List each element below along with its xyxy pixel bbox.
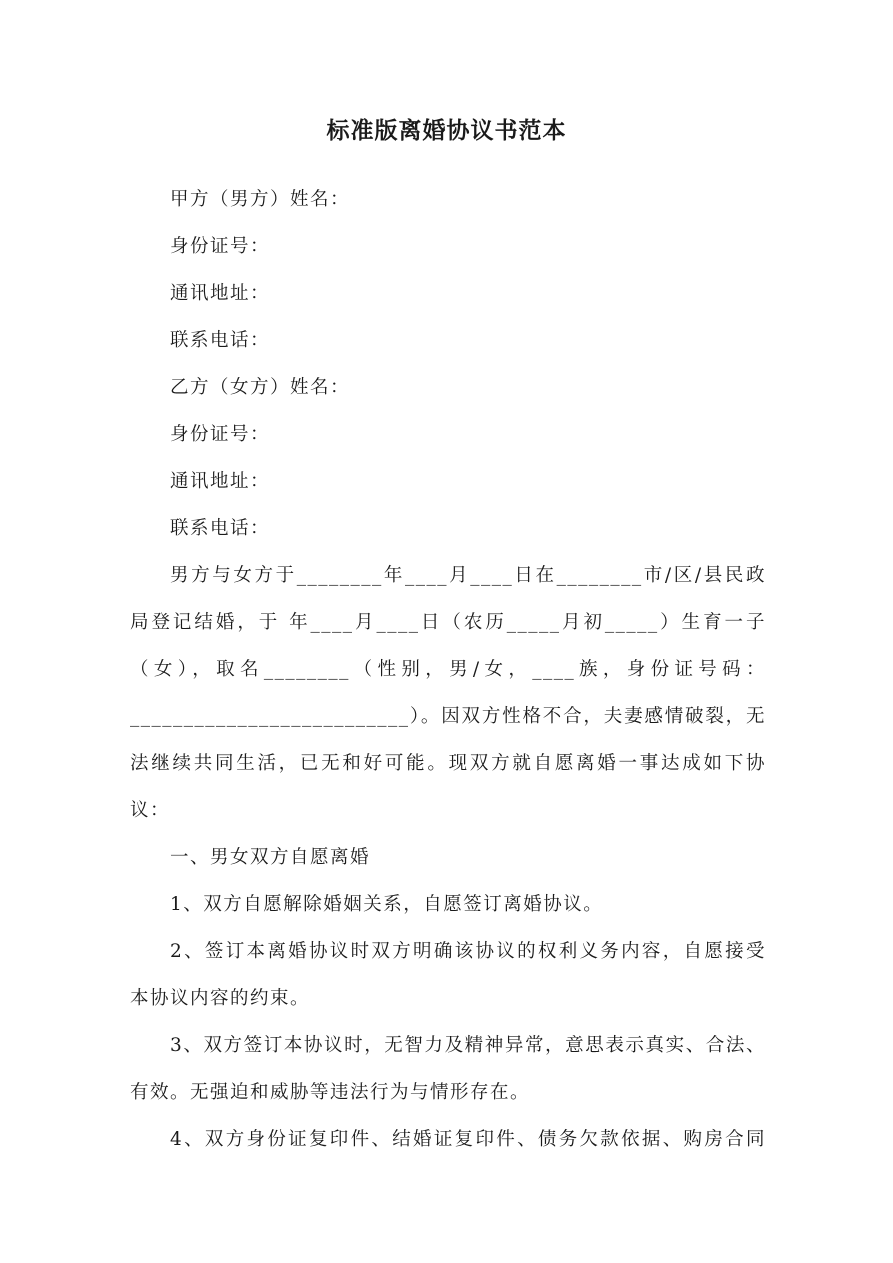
party-b-id-label: 身份证号： — [170, 424, 271, 445]
section-1-item-3: 3、双方签订本协议时，无智力及精神异常，意思表示真实、合法、 — [170, 1035, 766, 1056]
section-1-heading: 一、男女双方自愿离婚 — [170, 847, 371, 868]
party-b-phone-label: 联系电话： — [170, 518, 271, 539]
section-1-item-1: 1、双方自愿解除婚姻关系，自愿签订离婚协议。 — [170, 894, 604, 915]
intro-line: 议： — [130, 800, 171, 821]
section-1-item-4: 4、双方身份证复印件、结婚证复印件、债务欠款依据、购房合同 — [170, 1129, 766, 1150]
intro-line: 法继续共同生活，已无和好可能。现双方就自愿离婚一事达成如下协 — [130, 753, 766, 774]
document-title: 标准版离婚协议书范本 — [326, 118, 567, 144]
party-a-phone-label: 联系电话： — [170, 330, 271, 351]
section-1-item-2-continued: 本协议内容的约束。 — [130, 988, 311, 1009]
party-a-address-label: 通讯地址： — [170, 283, 271, 304]
intro-line: 男方与女方于________年____月____日在________市/区/县民政 — [170, 565, 766, 586]
section-1-item-2: 2、签订本离婚协议时双方明确该协议的权利义务内容，自愿接受 — [170, 941, 766, 962]
intro-line: __________________________）。因双方性格不合，夫妻感情破裂，无 — [130, 706, 766, 727]
intro-line: （女），取名________（性别，男/女，____族，身份证号码： — [130, 659, 766, 680]
intro-line: 局登记结婚，于 年____月____日（农历_____月初_____）生育一子 — [130, 612, 766, 633]
party-a-id-label: 身份证号： — [170, 236, 271, 257]
party-b-name-label: 乙方（女方）姓名： — [170, 377, 351, 398]
section-1-item-3-continued: 有效。无强迫和威胁等违法行为与情形存在。 — [130, 1082, 531, 1103]
party-b-address-label: 通讯地址： — [170, 471, 271, 492]
party-a-name-label: 甲方（男方）姓名： — [170, 189, 351, 210]
